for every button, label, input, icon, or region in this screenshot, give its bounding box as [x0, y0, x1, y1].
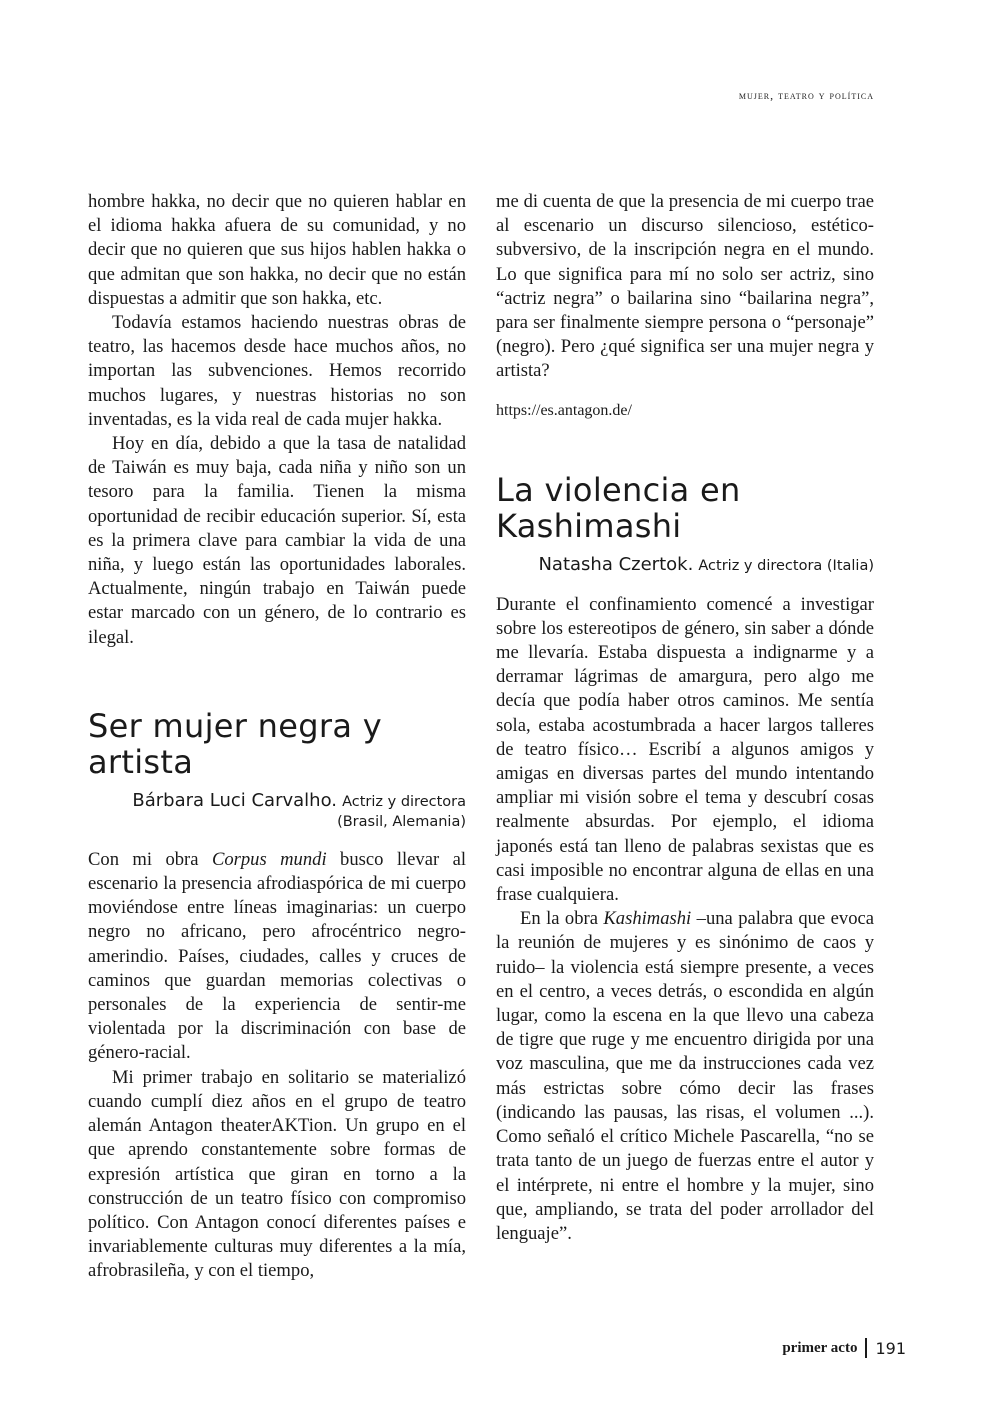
paragraph: Durante el confinamiento comencé a investigar sobre los estereotipos de género, sin saber a dónde me llevaría. Estaba dispuesta a indignarme y a derramar lágrimas de amargura, pero algo me decía que podía haber otros caminos. Me sentía sola, estaba acostumbrada a hacer largos talleres de teatro físico… Escribí a algunos amigos y amigas en diversas partes del mundo intentando ampliar mi visión sobre el tema y descubrí cosas realmente absurdas. Por ejemplo, el idioma japonés está tan lleno de palabras sexistas que es casi imposible no encontrar alguna de ellas en una frase cualquiera. [496, 593, 874, 906]
author-role: Actriz y directora (Italia) [698, 557, 874, 574]
running-header: mujer, teatro y política [738, 88, 874, 102]
work-title: Corpus mundi [211, 848, 327, 870]
paragraph: Con mi obra Corpus mundi busco llevar al escenario la presencia afrodiaspórica de mi cuerpo moviéndose entre líneas imaginarias: un cuerpo negro no africano, pero afrocéntrico negro-amerindio. Países, ciudades, calles y cruces de caminos que guardan memorias colectivas o personales de la experiencia de sentir-me violentada por la discriminación con base de género-racial. [88, 848, 466, 1064]
right-column [496, 190, 874, 1246]
paragraph: En la obra Kashimashi –una palabra que evoca la reunión de mujeres y es sinónimo de caos y ruido– la violencia está siempre presente, a veces en el centro, a veces detrás, o escondida en algún lugar, como la escena en la que llevo una cabeza de tigre que ruge y me encuentro dirigida por una voz masculina, que me da instrucciones cada vez más estrictas sobre cómo decir las frases (indicando las pausas, las risas, el volumen ...). Como señaló el crítico Michele Pascarella, “no se trata tanto de un juego de fuerzas entre el autor y el intérprete, ni entre el hombre y la mujer, sino que, ampliando, se trata del poder arrollador del lenguaje”. [496, 908, 874, 1244]
author-country: (Brasil, Alemania) [337, 813, 466, 830]
paragraph: hombre hakka, no decir que no quieren hablar en el idioma hakka afuera de su comunidad, y no decir que no quieren que sus hijos hablen hakka o que admitan que son hakka, no decir que no están dispuestas a admitir que son hakka, etc. [88, 191, 466, 309]
author-byline [88, 790, 466, 830]
paragraph: Todavía estamos haciendo nuestras obras de teatro, las hacemos desde hace muchos años, no importan las subvenciones. Hemos recorrido muchos lugares, y nuestras historias no son inventadas, es la vida real de cada mujer hakka. [88, 312, 466, 430]
paragraph: Hoy en día, debido a que la tasa de natalidad de Taiwán es muy baja, cada niña y niño son un tesoro para la familia. Tienen la misma oportunidad de recibir educación superior. Sí, esta es la primera clave para cambiar la vida de una niña, y luego están las oportunidades laborales. Actualmente, ningún trabajo en Taiwán puede estar marcado con un género, de lo contrario es ilegal. [88, 433, 466, 648]
page-footer [782, 1338, 906, 1358]
page-number: 191 [875, 1338, 906, 1358]
author-name: Bárbara Luci Carvalho. [132, 789, 337, 811]
paragraph: me di cuenta de que la presencia de mi cuerpo trae al escenario un discurso silencioso, estético-subversivo, de la inscripción negra en el mundo. Lo que significa para mí no solo ser actriz, sino “actriz negra” o bailarina sino “bailarina negra”, para ser finalmente siempre persona o “personaje” (negro). Pero ¿qué significa ser una mujer negra y artista? [496, 191, 874, 382]
reference-link[interactable]: https://es.antagon.de/ [496, 401, 632, 419]
author-name: Natasha Czertok. [538, 553, 694, 575]
section-title: La violencia en Kashimashi [496, 470, 741, 545]
footer-divider [865, 1338, 867, 1358]
author-byline [496, 554, 874, 575]
magazine-name: primer acto [782, 1339, 858, 1356]
author-role: Actriz y directora [342, 793, 466, 810]
section-title: Ser mujer negra y artista [88, 706, 382, 781]
work-title: Kashimashi [603, 908, 692, 930]
paragraph: Mi primer trabajo en solitario se materializó cuando cumplí diez años en el grupo de teatro alemán Antagon theaterAKTion. Un grupo en el que aprendo constantemente sobre formas de expresión artística que giran en torno a la construcción de un teatro físico con compromiso político. Con Antagon conocí diferentes países e invariablemente culturas muy diferentes a la mía, afrobrasileña, y con el tiempo, [88, 1066, 466, 1282]
left-column [88, 190, 466, 1284]
